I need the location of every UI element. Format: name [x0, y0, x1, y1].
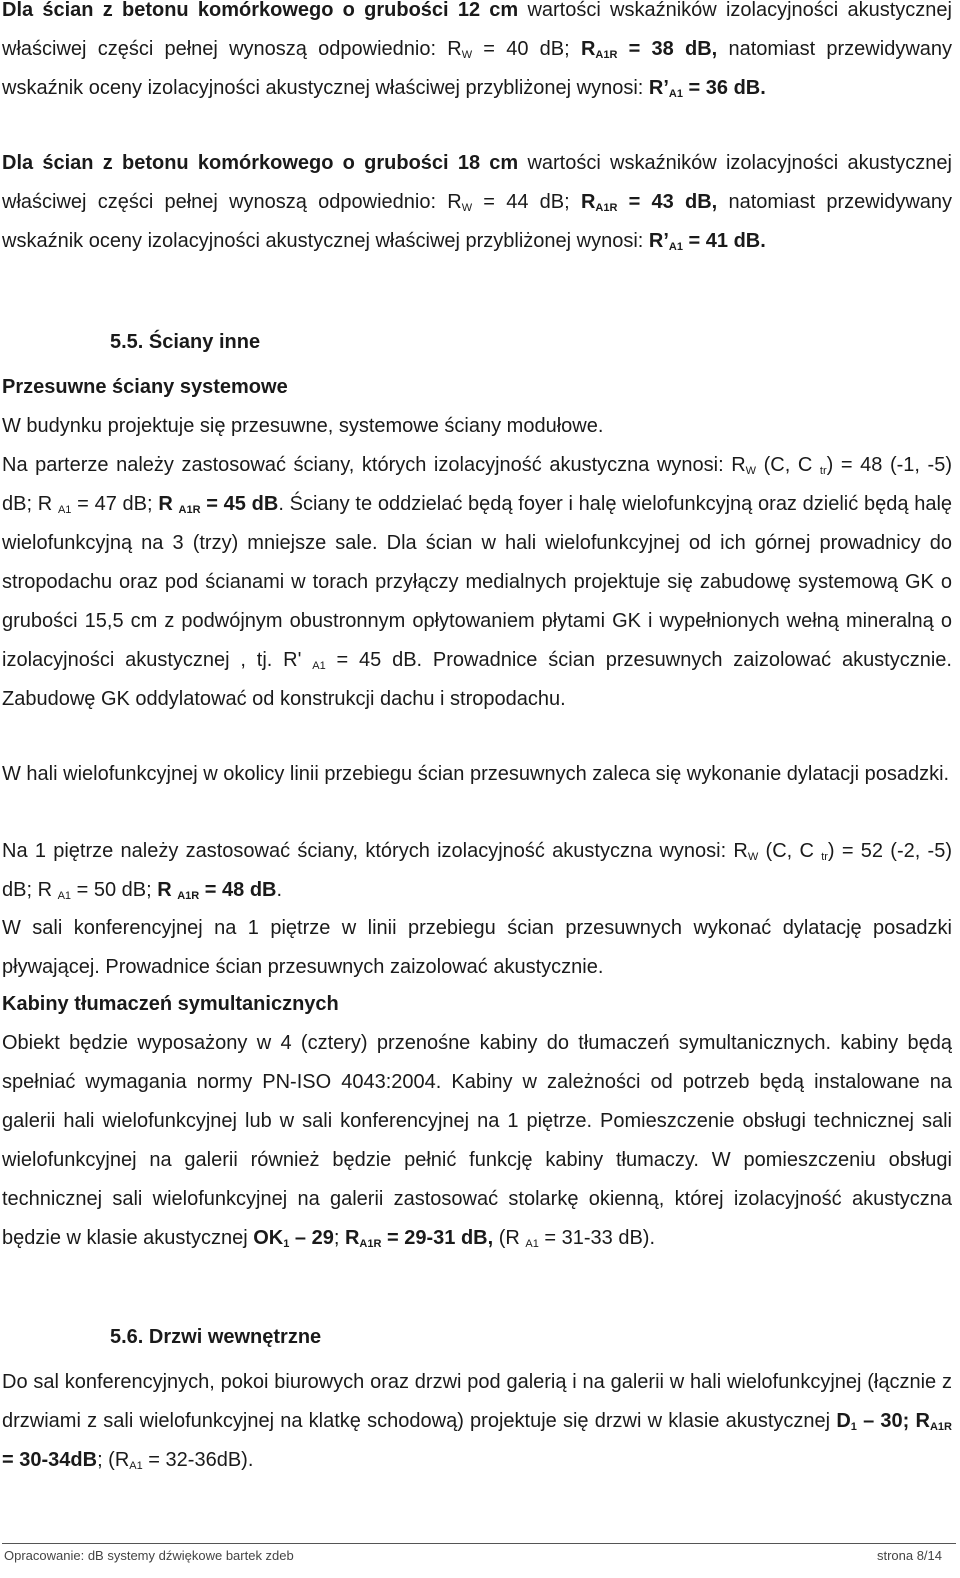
text-bold: = 43 dB,: [617, 191, 718, 213]
paragraph-betonu-18cm: [2, 144, 952, 261]
text: . Ściany te oddzielać będą foyer i halę wielofunkcyjną oraz dzielić będą halę wielofunkcyjną na 3 (trzy) mniejsze sale. Dla ścian w hali wielofunkcyjnej od ich górnej prowadnicy do stropodachu oraz pod ścianami w torach przyłączy medialnych projektuje się zabudowę systemową GK o grubości 15,5 cm z podwójnym obustronnym opłytowaniem płytami GK i wypełnionych wełną mineralną o izolacyjności akustycznej , tj. R': [2, 493, 953, 671]
subscript: A1R: [178, 504, 201, 516]
text: = 44 dB;: [472, 191, 581, 213]
text: wartości wskaźników izolacyjności akustycznej właściwej części pełnej wynoszą odpowiednio: R: [2, 152, 952, 213]
subscript: W: [747, 851, 759, 863]
text-bold: R’: [648, 230, 669, 252]
subscript: W: [745, 465, 757, 477]
text-bold: = 38 dB,: [617, 38, 718, 60]
paragraph-sliding-intro: W budynku projektuje się przesuwne, systemowe ściany modułowe.: [2, 415, 604, 437]
footer-author: Opracowanie: dB systemy dźwiękowe bartek zdeb: [4, 1548, 294, 1563]
text-bold: R: [580, 38, 596, 60]
text-bold: = 45 dB: [200, 493, 279, 515]
paragraph-first-floor-walls: [2, 832, 952, 910]
footer-divider: [2, 1543, 956, 1544]
subheading-sliding-walls: Przesuwne ściany systemowe: [2, 376, 288, 398]
text: = 47 dB;: [71, 493, 159, 515]
subscript: W: [461, 202, 473, 214]
text-bold: Dla ścian z betonu komórkowego o grubości 12 cm: [2, 0, 519, 21]
subscript: tr: [821, 851, 828, 863]
text: ) = 52 (-2, -5) dB; R: [2, 840, 953, 901]
text: = 31-33 dB).: [538, 1227, 656, 1249]
text: = 40 dB;: [472, 38, 581, 60]
text: (C, C: [758, 840, 822, 862]
paragraph-ground-floor-walls: [2, 446, 952, 719]
text-bold: – 29: [289, 1227, 334, 1249]
text: = 45 dB. Prowadnice ścian przesuwnych zaizolować akustycznie. Zabudowę GK oddylatować od konstrukcji dachu i stropodachu.: [2, 649, 952, 710]
subscript: A1: [57, 890, 72, 902]
text-bold: = 30-34dB: [2, 1449, 98, 1471]
text: Obiekt będzie wyposażony w 4 (cztery) przenośne kabiny do tłumaczeń symultanicznych. kabiny będą spełniać wymagania normy PN-ISO 4043:2004. Kabiny w zależności od potrzeb będą instalowane na galerii hali wielofunkcyjnej lub w sali konferencyjnej na 1 piętrze. Pomieszczenie obsługi technicznej sali wielofunkcyjnej na galerii również będzie pełnić funkcję kabiny tłumaczy. W pomieszczeniu obsługi technicznej sali wielofunkcyjnej na galerii zastosować stolarkę okienną, której izolacyjność akustyczna będzie w klasie akustycznej: [2, 1032, 952, 1249]
text: .: [276, 879, 283, 901]
subscript: A1R: [177, 890, 200, 902]
text-bold: = 48 dB: [199, 879, 277, 901]
text: wartości wskaźników izolacyjności akustycznej właściwej części pełnej wynoszą odpowiednio: R: [2, 0, 952, 60]
text: = 32-36dB).: [142, 1449, 254, 1471]
page-number: strona 8/14: [876, 1548, 942, 1563]
subheading-interpreter-booths: Kabiny tłumaczeń symultanicznych: [2, 993, 339, 1015]
subscript: A1: [129, 1460, 143, 1472]
subscript: 1: [283, 1238, 290, 1250]
text-bold: R: [157, 879, 178, 901]
text-bold: D: [836, 1410, 851, 1432]
subscript: A1: [312, 660, 326, 672]
text-bold: OK: [253, 1227, 284, 1249]
text: Na parterze należy zastosować ściany, których izolacyjność akustyczna wynosi: R: [2, 454, 746, 476]
text-bold: R’: [648, 77, 669, 99]
text: ;: [333, 1227, 345, 1249]
text-bold: Dla ścian z betonu komórkowego o grubości 18 cm: [2, 152, 519, 174]
paragraph-booths: [2, 1024, 952, 1258]
subscript: A1: [668, 241, 683, 253]
paragraph-internal-doors: [2, 1363, 952, 1480]
paragraph-betonu-12cm: [2, 0, 952, 108]
section-heading-5-5: 5.5. Ściany inne: [110, 331, 261, 353]
subscript: A1R: [929, 1421, 952, 1433]
text: Na 1 piętrze należy zastosować ściany, których izolacyjność akustyczna wynosi: R: [2, 840, 748, 862]
paragraph-hall-dilatation: W hali wielofunkcyjnej w okolicy linii przebiegu ścian przesuwnych zaleca się wykonanie dylatacji posadzki.: [2, 763, 950, 785]
text: natomiast przewidywany wskaźnik oceny izolacyjności akustycznej właściwej przybliżonej wynosi:: [2, 191, 953, 252]
section-heading-5-6: 5.6. Drzwi wewnętrzne: [110, 1326, 322, 1348]
text-bold: R: [580, 191, 596, 213]
subscript: tr: [819, 465, 827, 477]
subscript: A1: [668, 88, 683, 100]
subscript: W: [461, 49, 473, 61]
text: ; (R: [97, 1449, 130, 1471]
text-bold: R: [344, 1227, 360, 1249]
text: Do sal konferencyjnych, pokoi biurowych oraz drzwi pod galerią i na galerii w hali wielofunkcyjnej (łącznie z drzwiami z sali wielofunkcyjnej na klatkę schodową) projektuje się drzwi w klasie akustycznej: [2, 1371, 952, 1432]
subscript: A1: [57, 504, 72, 516]
text: ) = 48 (-1, -5) dB; R: [2, 454, 952, 515]
text: = 50 dB;: [71, 879, 158, 901]
subscript: A1R: [359, 1238, 382, 1250]
text: (C, C: [756, 454, 820, 476]
subscript: A1R: [595, 49, 618, 61]
text: natomiast przewidywany wskaźnik oceny izolacyjności akustycznej właściwej przybliżonej wynosi:: [2, 38, 953, 99]
paragraph-conference-room: W sali konferencyjnej na 1 piętrze w linii przebiegu ścian przesuwnych wykonać dylatację posadzki pływającej. Prowadnice ścian przesuwnych zaizolować akustycznie.: [2, 917, 952, 978]
text-bold: = 36 dB.: [682, 77, 766, 99]
text: (R: [493, 1227, 526, 1249]
text-bold: = 29-31 dB,: [381, 1227, 494, 1249]
subscript: A1R: [595, 202, 618, 214]
text-bold: – 30; R: [856, 1410, 930, 1432]
subscript: 1: [850, 1421, 857, 1433]
subscript: A1: [525, 1238, 539, 1250]
text-bold: R: [158, 493, 179, 515]
text-bold: = 41 dB.: [682, 230, 766, 252]
